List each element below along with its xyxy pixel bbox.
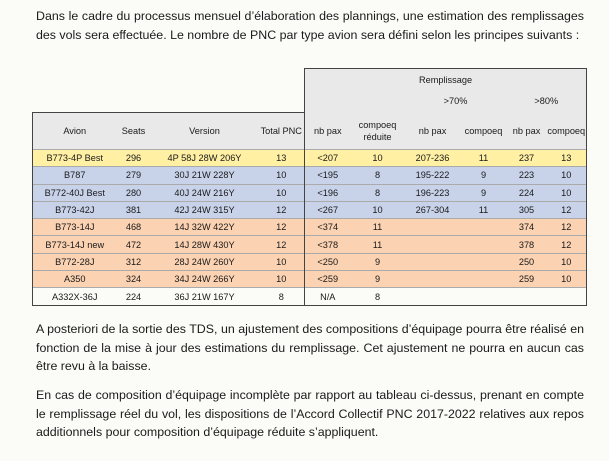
pnc-table: [32, 68, 587, 306]
cell-compoeq-80: 13: [547, 150, 587, 167]
incomplete-crew-paragraph: En cas de composition d’équipage incomplète par rapport au tableau ci-dessus, prenant en compte le remplissage réel du vol, les dispositions de l’Accord Collectif PNC 2017-2022 relatives aux repos additionnels pour composition d’équipage réduite s’appliquent.: [36, 388, 584, 439]
cell-total-pnc: 10: [259, 253, 305, 270]
cell-version: 40J 24W 216Y: [151, 184, 259, 201]
cell-nb-pax-70: [405, 219, 461, 236]
table-row: [33, 150, 587, 167]
table-row: [33, 288, 587, 305]
cell-total-pnc: 8: [259, 288, 305, 305]
cell-total-pnc: 12: [259, 201, 305, 218]
cell-avion: A350: [33, 271, 117, 288]
cell-nb-pax: <378: [305, 236, 351, 253]
cell-version: 36J 21W 167Y: [151, 288, 259, 305]
cell-compoeq-reduite: 9: [351, 271, 405, 288]
col-header-nb-pax: nb pax: [305, 113, 351, 150]
cell-seats: 472: [117, 236, 151, 253]
cell-version: 4P 58J 28W 206Y: [151, 150, 259, 167]
cell-seats: 468: [117, 219, 151, 236]
cell-compoeq-80: 10: [547, 167, 587, 184]
cell-compoeq-reduite: 10: [351, 201, 405, 218]
cell-seats: 296: [117, 150, 151, 167]
cell-version: 28J 24W 260Y: [151, 253, 259, 270]
cell-nb-pax-80: 223: [507, 167, 547, 184]
col-header-nb-pax-80: nb pax: [507, 113, 547, 150]
cell-avion: B773-14J: [33, 219, 117, 236]
cell-nb-pax: <259: [305, 271, 351, 288]
cell-avion: B772-28J: [33, 253, 117, 270]
cell-nb-pax-70: 207-236: [405, 150, 461, 167]
cell-seats: 224: [117, 288, 151, 305]
table-row: [33, 253, 587, 270]
cell-nb-pax: <374: [305, 219, 351, 236]
cell-compoeq-reduite: 8: [351, 167, 405, 184]
cell-version: 42J 24W 315Y: [151, 201, 259, 218]
cell-compoeq-reduite: 11: [351, 236, 405, 253]
cell-total-pnc: 12: [259, 236, 305, 253]
cell-version: 14J 28W 430Y: [151, 236, 259, 253]
cell-compoeq-70: [461, 288, 507, 305]
cell-compoeq-reduite: 8: [351, 288, 405, 305]
cell-nb-pax: <207: [305, 150, 351, 167]
cell-nb-pax-70: 195-222: [405, 167, 461, 184]
col-header-seats: Seats: [117, 113, 151, 150]
cell-nb-pax-80: 259: [507, 271, 547, 288]
cell-avion: B773-14J new: [33, 236, 117, 253]
cell-compoeq-reduite: 8: [351, 184, 405, 201]
col-header-compoeq-80: compoeq: [547, 113, 587, 150]
cell-seats: 280: [117, 184, 151, 201]
table-row: [33, 201, 587, 218]
adjustment-paragraph: A posteriori de la sortie des TDS, un ajustement des compositions d’équipage pourra être réalisé en fonction de la mise à jour des estimations du remplissage. Cet ajustement ne pourra en aucun cas être revu à la baisse.: [36, 322, 584, 373]
cell-compoeq-70: 9: [461, 184, 507, 201]
cell-seats: 381: [117, 201, 151, 218]
cell-compoeq-80: 12: [547, 236, 587, 253]
cell-compoeq-70: [461, 271, 507, 288]
cell-compoeq-80: [547, 288, 587, 305]
cell-compoeq-reduite: 10: [351, 150, 405, 167]
cell-total-pnc: 10: [259, 271, 305, 288]
cell-nb-pax: <196: [305, 184, 351, 201]
cell-avion: A332X-36J: [33, 288, 117, 305]
cell-seats: 324: [117, 271, 151, 288]
col-header-compoeq-70: compoeq: [461, 113, 507, 150]
cell-avion: B772-40J Best: [33, 184, 117, 201]
col-header-nb-pax-70: nb pax: [405, 113, 461, 150]
cell-nb-pax-70: [405, 253, 461, 270]
cell-avion: B773-4P Best: [33, 150, 117, 167]
cell-nb-pax-80: 378: [507, 236, 547, 253]
cell-version: 34J 24W 266Y: [151, 271, 259, 288]
cell-total-pnc: 12: [259, 219, 305, 236]
col-header-avion: Avion: [33, 113, 117, 150]
sub-header-80: >80%: [507, 90, 587, 113]
cell-compoeq-reduite: 11: [351, 219, 405, 236]
group-header: Remplissage: [305, 69, 587, 91]
cell-compoeq-80: 12: [547, 201, 587, 218]
sub-header-70: >70%: [405, 90, 507, 113]
cell-nb-pax-80: 224: [507, 184, 547, 201]
cell-nb-pax-80: 305: [507, 201, 547, 218]
cell-avion: B787: [33, 167, 117, 184]
intro-paragraph: Dans le cadre du processus mensuel d’élaboration des plannings, une estimation des remplissages des vols sera effectuée. Le nombre de PNC par type avion sera défini selon les principes suivants :: [36, 9, 584, 42]
table-row: [33, 271, 587, 288]
cell-nb-pax: N/A: [305, 288, 351, 305]
table-row: [33, 236, 587, 253]
cell-nb-pax-80: 250: [507, 253, 547, 270]
cell-seats: 312: [117, 253, 151, 270]
cell-nb-pax-80: 237: [507, 150, 547, 167]
cell-nb-pax-70: [405, 236, 461, 253]
cell-nb-pax-70: 196-223: [405, 184, 461, 201]
col-header-compoeq-reduite: compoeq réduite: [351, 113, 405, 150]
cell-compoeq-80: 10: [547, 184, 587, 201]
cell-nb-pax-70: [405, 271, 461, 288]
cell-nb-pax: <267: [305, 201, 351, 218]
cell-seats: 279: [117, 167, 151, 184]
cell-compoeq-80: 12: [547, 219, 587, 236]
cell-nb-pax-80: 374: [507, 219, 547, 236]
table-row: [33, 184, 587, 201]
col-header-version: Version: [151, 113, 259, 150]
cell-compoeq-70: [461, 219, 507, 236]
cell-compoeq-reduite: 9: [351, 253, 405, 270]
cell-total-pnc: 10: [259, 184, 305, 201]
cell-compoeq-80: 10: [547, 271, 587, 288]
col-header-total-pnc: Total PNC: [259, 113, 305, 150]
cell-nb-pax-70: [405, 288, 461, 305]
cell-compoeq-70: [461, 236, 507, 253]
table-row: [33, 219, 587, 236]
cell-nb-pax-70: 267-304: [405, 201, 461, 218]
cell-compoeq-80: 10: [547, 253, 587, 270]
table-row: [33, 167, 587, 184]
cell-compoeq-70: [461, 253, 507, 270]
cell-avion: B773-42J: [33, 201, 117, 218]
cell-compoeq-70: 11: [461, 150, 507, 167]
cell-total-pnc: 10: [259, 167, 305, 184]
cell-nb-pax: <195: [305, 167, 351, 184]
cell-total-pnc: 13: [259, 150, 305, 167]
cell-nb-pax: <250: [305, 253, 351, 270]
cell-version: 14J 32W 422Y: [151, 219, 259, 236]
cell-nb-pax-80: [507, 288, 547, 305]
cell-compoeq-70: 11: [461, 201, 507, 218]
cell-compoeq-70: 9: [461, 167, 507, 184]
cell-version: 30J 21W 228Y: [151, 167, 259, 184]
